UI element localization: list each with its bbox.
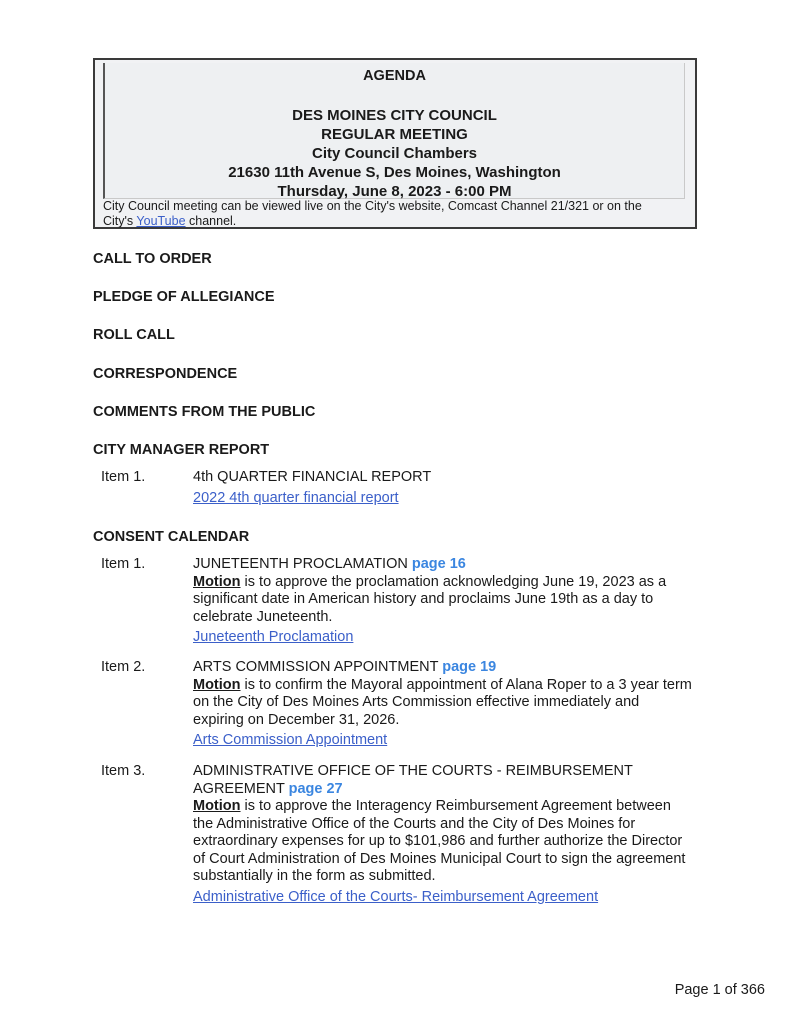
section-call-to-order: CALL TO ORDER <box>93 251 212 267</box>
item-title: JUNETEENTH PROCLAMATION <box>193 556 408 572</box>
section-public-comments: COMMENTS FROM THE PUBLIC <box>93 404 316 420</box>
juneteenth-proclamation-link[interactable]: Juneteenth Proclamation <box>193 629 354 645</box>
item-title: ARTS COMMISSION APPOINTMENT <box>193 659 439 675</box>
page-reference-link[interactable]: page 27 <box>288 780 343 797</box>
page-reference-link[interactable]: page 16 <box>411 556 466 572</box>
meeting-location: City Council Chambers <box>311 145 478 162</box>
item-number: Item 1. <box>101 556 146 572</box>
item-number: Item 1. <box>101 469 146 485</box>
motion-label: Motion <box>193 573 241 590</box>
meeting-info <box>105 106 684 201</box>
item-number: Item 2. <box>101 659 146 675</box>
courts-reimbursement-link[interactable]: Administrative Office of the Courts- Reimbursement Agreement <box>193 888 599 905</box>
section-city-manager-report: CITY MANAGER REPORT <box>93 442 270 458</box>
item-number: Item 3. <box>101 763 146 779</box>
item-body <box>193 763 693 906</box>
page-number: Page 1 of 366 <box>674 982 765 998</box>
agenda-header-box <box>93 58 697 229</box>
meeting-datetime: Thursday, June 8, 2023 - 6:00 PM <box>277 183 512 200</box>
item-heading <box>193 763 693 798</box>
motion-text <box>193 677 693 730</box>
agenda-title: AGENDA <box>363 68 426 84</box>
meeting-type: REGULAR MEETING <box>321 126 468 143</box>
section-pledge: PLEDGE OF ALLEGIANCE <box>93 289 275 305</box>
motion-label: Motion <box>193 798 241 814</box>
section-correspondence: CORRESPONDENCE <box>93 366 238 382</box>
item-title: ADMINISTRATIVE OFFICE OF THE COURTS - REIMBURSEMENT AGREEMENT <box>193 763 633 797</box>
motion-description: is to approve the proclamation acknowledging June 19, 2023 as a significant date in American history and proclaims June 19th as a day to celebrate Juneteenth. <box>193 573 667 625</box>
motion-description: is to confirm the Mayoral appointment of Alana Roper to a 3 year term on the City of Des Moines Arts Commission effective immediately and expiring on December 31, 2026. <box>193 676 692 728</box>
viewing-note <box>103 199 675 229</box>
meeting-address: 21630 11th Avenue S, Des Moines, Washington <box>228 164 561 181</box>
motion-text <box>193 798 693 886</box>
page-reference-link[interactable]: page 19 <box>442 659 497 675</box>
council-name: DES MOINES CITY COUNCIL <box>292 107 497 124</box>
viewing-note-text: City Council meeting can be viewed live on the City's website, Comcast Channel 21/321 or on the City's <box>103 199 642 228</box>
motion-description: is to approve the Interagency Reimbursement Agreement between the Administrative Office of the Courts and the City of Des Moines for extraordinary expenses for up to $101,986 and further authorize the Director of Court Administration of Des Moines Municipal Court to sign the agreement substantially in the form as submitted. <box>193 798 686 884</box>
item-heading <box>193 556 693 574</box>
item-heading <box>193 659 693 677</box>
section-roll-call: ROLL CALL <box>93 327 175 343</box>
arts-commission-link[interactable]: Arts Commission Appointment <box>193 732 388 748</box>
item-body <box>193 659 693 750</box>
item-body <box>193 469 693 507</box>
youtube-link[interactable]: YouTube <box>136 214 186 228</box>
item-body <box>193 556 693 647</box>
section-consent-calendar: CONSENT CALENDAR <box>93 529 250 545</box>
header-inner-frame <box>103 63 685 199</box>
viewing-note-end: channel. <box>185 214 237 228</box>
item-title: 4th QUARTER FINANCIAL REPORT <box>193 469 432 485</box>
motion-text <box>193 574 693 627</box>
financial-report-link[interactable]: 2022 4th quarter financial report <box>193 489 399 506</box>
motion-label: Motion <box>193 676 241 693</box>
